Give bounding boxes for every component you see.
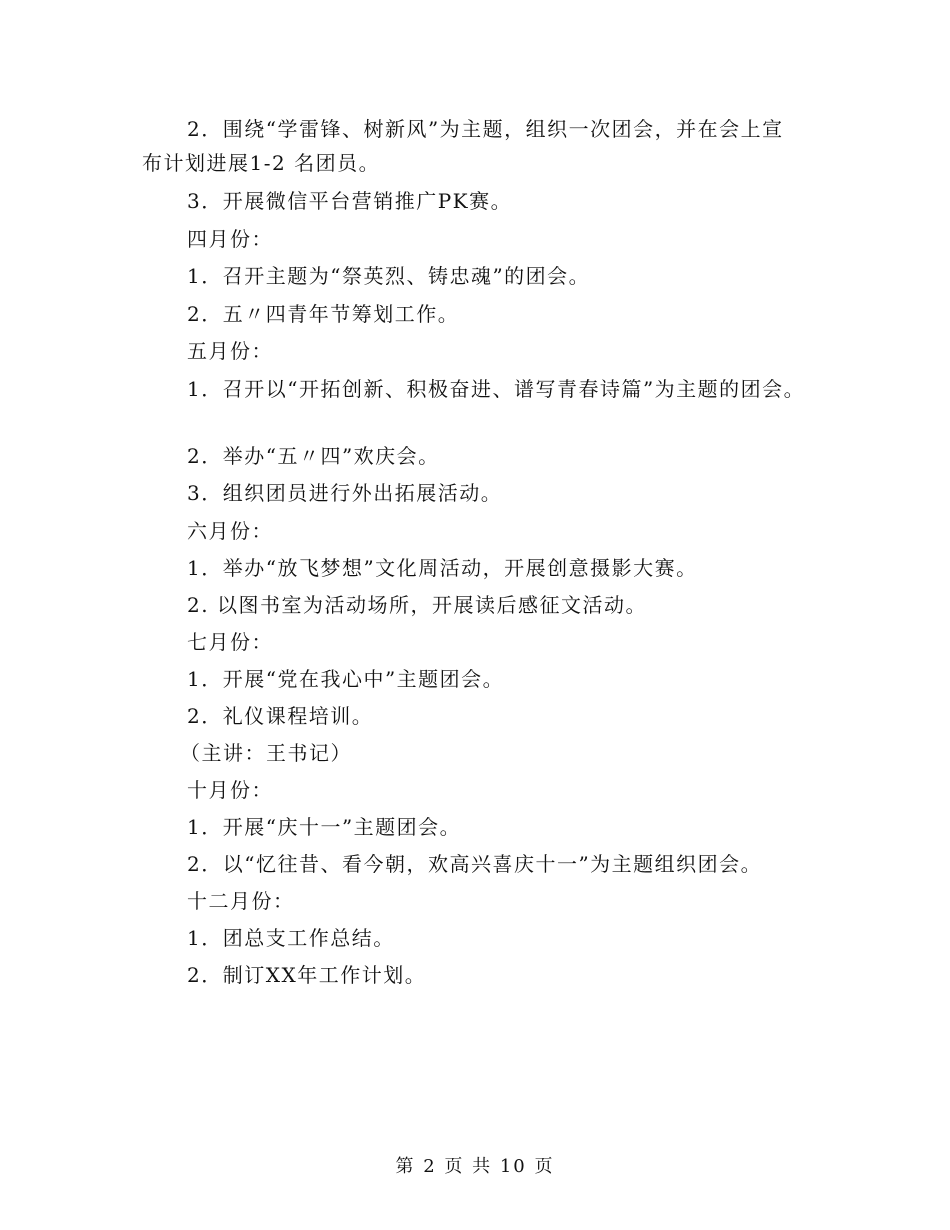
- text-line: 3．组织团员进行外出拓展活动。: [187, 481, 503, 505]
- text-line: 2．围绕“学雷锋、树新风”为主题，组织一次团会，并在会上宣: [187, 117, 784, 141]
- section-heading: 六月份：: [187, 519, 273, 543]
- text-line: 1．开展“庆十一”主题团会。: [187, 815, 462, 839]
- text-line: 布计划进展1-2 名团员。: [142, 151, 381, 175]
- text-line: （主讲：王书记）: [180, 741, 352, 765]
- text-line: 2. 以图书室为活动场所，开展读后感征文活动。: [187, 593, 647, 617]
- text-line: 3．开展微信平台营销推广PK赛。: [187, 189, 513, 213]
- section-heading: 四月份：: [187, 227, 273, 251]
- section-heading: 十月份：: [187, 778, 273, 802]
- text-line: 1．召开主题为“祭英烈、铸忠魂”的团会。: [187, 264, 591, 288]
- section-heading: 十二月份：: [187, 889, 295, 913]
- section-heading: 五月份：: [187, 339, 273, 363]
- text-line: 2．制订XX年工作计划。: [187, 963, 427, 987]
- text-line: 2．礼仪课程培训。: [187, 704, 374, 728]
- text-line: 1．召开以“开拓创新、积极奋进、谱写青春诗篇”为主题的团会。: [187, 377, 806, 401]
- text-line: 1．开展“党在我心中”主题团会。: [187, 667, 505, 691]
- text-line: 2．举办“五〃四”欢庆会。: [187, 444, 440, 468]
- text-line: 1．举办“放飞梦想”文化周活动，开展创意摄影大赛。: [187, 556, 698, 580]
- text-line: 2．五〃四青年节筹划工作。: [187, 302, 460, 326]
- section-heading: 七月份：: [187, 630, 273, 654]
- text-line: 2．以“忆往昔、看今朝，欢高兴喜庆十一”为主题组织团会。: [187, 852, 763, 876]
- text-line: 1．团总支工作总结。: [187, 926, 395, 950]
- page-number-footer: 第 2 页 共 10 页: [395, 1156, 555, 1177]
